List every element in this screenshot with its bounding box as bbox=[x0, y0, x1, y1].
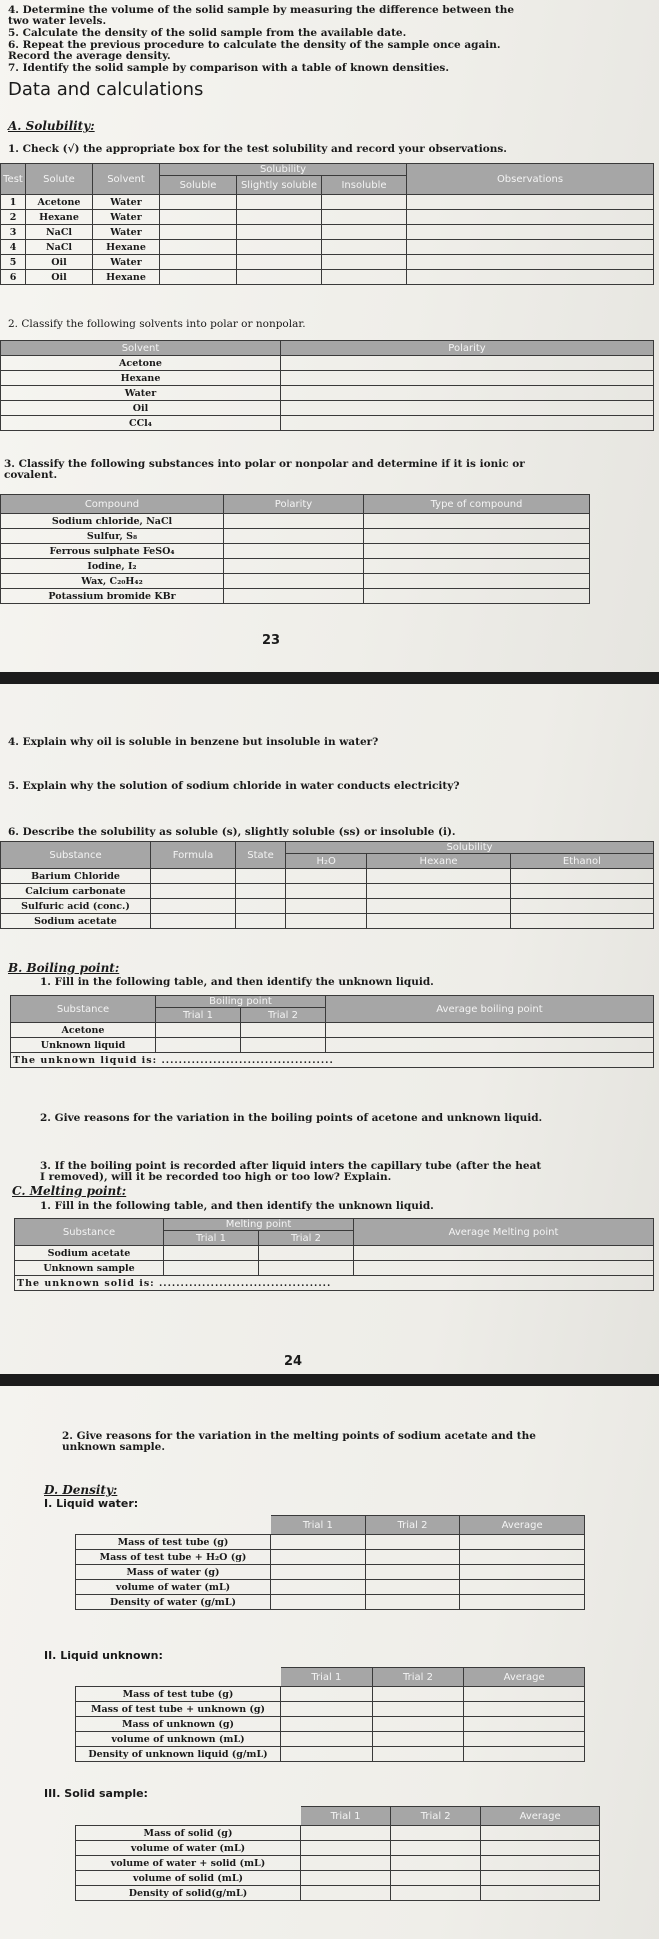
cell-slightly-check[interactable] bbox=[237, 240, 322, 255]
section-a-title: A. Solubility: bbox=[8, 119, 95, 133]
col-trial-1: Trial 1 bbox=[156, 1008, 241, 1023]
cell-trial-2[interactable] bbox=[372, 1702, 464, 1717]
table-row bbox=[11, 1038, 654, 1053]
cell-test: 6 bbox=[1, 270, 26, 285]
cell-average[interactable] bbox=[354, 1261, 654, 1276]
cell-average[interactable] bbox=[481, 1826, 600, 1841]
cell-formula[interactable] bbox=[151, 869, 236, 884]
cell-type[interactable] bbox=[364, 529, 590, 544]
table-row bbox=[76, 1580, 585, 1595]
col-test: Test bbox=[1, 164, 26, 195]
cell-soluble-check[interactable] bbox=[160, 255, 237, 270]
col-trial-1: Trial 1 bbox=[164, 1231, 259, 1246]
col-average: Average bbox=[460, 1516, 585, 1535]
col-substance: Substance bbox=[1, 842, 151, 869]
cell-polarity[interactable] bbox=[224, 589, 364, 604]
cell-quantity: Mass of test tube + H₂O (g) bbox=[76, 1550, 271, 1565]
cell-trial-1[interactable] bbox=[271, 1565, 366, 1580]
cell-average[interactable] bbox=[464, 1702, 585, 1717]
col-solute: Solute bbox=[26, 164, 93, 195]
cell-observation[interactable] bbox=[407, 270, 654, 285]
cell-test: 4 bbox=[1, 240, 26, 255]
cell-solvent: Hexane bbox=[1, 371, 281, 386]
cell-water[interactable] bbox=[286, 884, 367, 899]
cell-trial-2[interactable] bbox=[391, 1871, 481, 1886]
cell-compound: Wax, C₂₀H₄₂ bbox=[1, 574, 224, 589]
cell-polarity[interactable] bbox=[281, 386, 654, 401]
cell-polarity[interactable] bbox=[224, 559, 364, 574]
table-row bbox=[76, 1871, 600, 1886]
col-polarity: Polarity bbox=[281, 341, 654, 356]
page-23 bbox=[0, 0, 659, 672]
question-3: 3. Classify the following substances into polar or nonpolar and determine if it is ionic or bbox=[4, 458, 525, 470]
cell-solute: Hexane bbox=[26, 210, 93, 225]
table-row bbox=[76, 1535, 585, 1550]
cell-polarity[interactable] bbox=[224, 529, 364, 544]
cell-trial-2[interactable] bbox=[391, 1841, 481, 1856]
col-solubility: Solubility bbox=[286, 842, 654, 854]
solid-sample-title: III. Solid sample: bbox=[44, 1787, 148, 1800]
col-trial-2: Trial 2 bbox=[241, 1008, 326, 1023]
cell-quantity: volume of water (mL) bbox=[76, 1841, 301, 1856]
page-number: 23 bbox=[262, 633, 281, 648]
cell-trial-2[interactable] bbox=[391, 1886, 481, 1901]
question-b2: 2. Give reasons for the variation in the boiling points of acetone and unknown liquid. bbox=[40, 1112, 543, 1124]
cell-type[interactable] bbox=[364, 559, 590, 574]
col-slightly-soluble: Slightly soluble bbox=[237, 176, 322, 195]
question-1: 1. Check (√) the appropriate box for the test solubility and record your observations. bbox=[8, 143, 507, 155]
instruction-5: 5. Calculate the density of the solid sample from the available date. bbox=[8, 27, 407, 39]
cell-solvent: Water bbox=[93, 225, 160, 240]
cell-observation[interactable] bbox=[407, 210, 654, 225]
cell-slightly-check[interactable] bbox=[237, 270, 322, 285]
table-row bbox=[1, 884, 654, 899]
cell-substance: Sodium acetate bbox=[1, 914, 151, 929]
cell-polarity[interactable] bbox=[224, 574, 364, 589]
table-row bbox=[76, 1565, 585, 1580]
question-3-cont: covalent. bbox=[4, 469, 58, 481]
instruction-4: 4. Determine the volume of the solid sample by measuring the difference between the bbox=[8, 4, 515, 16]
cell-substance: Barium Chloride bbox=[1, 869, 151, 884]
cell-polarity[interactable] bbox=[281, 371, 654, 386]
cell-trial-1[interactable] bbox=[281, 1732, 373, 1747]
cell-hexane[interactable] bbox=[367, 884, 510, 899]
cell-trial-1[interactable] bbox=[164, 1261, 259, 1276]
cell-average[interactable] bbox=[460, 1595, 585, 1610]
col-trial-2: Trial 2 bbox=[391, 1807, 481, 1826]
cell-trial-2[interactable] bbox=[372, 1747, 464, 1762]
cell-trial-1[interactable] bbox=[164, 1246, 259, 1261]
solubility-table bbox=[0, 163, 654, 285]
col-trial-2: Trial 2 bbox=[365, 1516, 460, 1535]
section-b-title: B. Boiling point: bbox=[8, 961, 120, 975]
col-trial-1: Trial 1 bbox=[271, 1516, 366, 1535]
instruction-4-cont: two water levels. bbox=[8, 15, 107, 27]
table-row bbox=[1, 574, 590, 589]
cell-average[interactable] bbox=[481, 1841, 600, 1856]
cell-trial-1[interactable] bbox=[271, 1595, 366, 1610]
cell-hexane[interactable] bbox=[367, 869, 510, 884]
cell-compound: Potassium bromide KBr bbox=[1, 589, 224, 604]
cell-quantity: volume of solid (mL) bbox=[76, 1871, 301, 1886]
table-row bbox=[1, 356, 654, 371]
cell-trial-1[interactable] bbox=[301, 1886, 391, 1901]
col-ethanol: Ethanol bbox=[510, 854, 653, 869]
table-row bbox=[15, 1261, 654, 1276]
cell-quantity: Mass of water (g) bbox=[76, 1565, 271, 1580]
cell-ethanol[interactable] bbox=[510, 884, 653, 899]
cell-trial-2[interactable] bbox=[372, 1732, 464, 1747]
cell-solvent: Oil bbox=[1, 401, 281, 416]
cell-substance: Unknown sample bbox=[15, 1261, 164, 1276]
solubility-description-table bbox=[0, 841, 654, 929]
cell-slightly-check[interactable] bbox=[237, 255, 322, 270]
table-row bbox=[76, 1747, 585, 1762]
col-boiling-point: Boiling point bbox=[156, 996, 326, 1008]
cell-trial-2[interactable] bbox=[365, 1580, 460, 1595]
table-row bbox=[76, 1687, 585, 1702]
cell-substance: Acetone bbox=[11, 1023, 156, 1038]
col-substance: Substance bbox=[15, 1219, 164, 1246]
cell-insoluble-check[interactable] bbox=[322, 210, 407, 225]
cell-quantity: Density of water (g/mL) bbox=[76, 1595, 271, 1610]
cell-ethanol[interactable] bbox=[510, 869, 653, 884]
cell-quantity: volume of unknown (mL) bbox=[76, 1732, 281, 1747]
col-insoluble: Insoluble bbox=[322, 176, 407, 195]
cell-compound: Ferrous sulphate FeSO₄ bbox=[1, 544, 224, 559]
cell-state[interactable] bbox=[236, 914, 286, 929]
cell-water[interactable] bbox=[286, 899, 367, 914]
cell-solute: Oil bbox=[26, 255, 93, 270]
cell-hexane[interactable] bbox=[367, 914, 510, 929]
cell-solvent: Water bbox=[93, 195, 160, 210]
solid-sample-table bbox=[75, 1806, 600, 1901]
table-row bbox=[76, 1826, 600, 1841]
liquid-unknown-title: II. Liquid unknown: bbox=[44, 1649, 163, 1662]
section-c-title: C. Melting point: bbox=[12, 1184, 127, 1198]
cell-quantity: Mass of test tube + unknown (g) bbox=[76, 1702, 281, 1717]
cell-quantity: Mass of test tube (g) bbox=[76, 1687, 281, 1702]
table-row bbox=[11, 1053, 654, 1068]
table-row bbox=[1, 899, 654, 914]
instruction-7: 7. Identify the solid sample by comparison with a table of known densities. bbox=[8, 62, 449, 74]
cell-trial-2[interactable] bbox=[259, 1246, 354, 1261]
cell-trial-1[interactable] bbox=[301, 1841, 391, 1856]
cell-trial-1[interactable] bbox=[156, 1023, 241, 1038]
section-d-title: D. Density: bbox=[44, 1483, 118, 1497]
cell-trial-1[interactable] bbox=[281, 1702, 373, 1717]
cell-trial-2[interactable] bbox=[241, 1038, 326, 1053]
cell-trial-2[interactable] bbox=[365, 1565, 460, 1580]
cell-type[interactable] bbox=[364, 514, 590, 529]
cell-type[interactable] bbox=[364, 574, 590, 589]
cell-average[interactable] bbox=[354, 1246, 654, 1261]
cell-trial-1[interactable] bbox=[271, 1580, 366, 1595]
col-trial-2: Trial 2 bbox=[372, 1668, 464, 1687]
cell-solute: Acetone bbox=[26, 195, 93, 210]
cell-observation[interactable] bbox=[407, 225, 654, 240]
table-row bbox=[1, 589, 590, 604]
cell-state[interactable] bbox=[236, 899, 286, 914]
cell-hexane[interactable] bbox=[367, 899, 510, 914]
cell-state[interactable] bbox=[236, 869, 286, 884]
cell-average[interactable] bbox=[460, 1535, 585, 1550]
cell-average[interactable] bbox=[326, 1023, 654, 1038]
section-heading: Data and calculations bbox=[8, 79, 204, 100]
cell-soluble-check[interactable] bbox=[160, 195, 237, 210]
cell-soluble-check[interactable] bbox=[160, 210, 237, 225]
col-average-mp: Average Melting point bbox=[354, 1219, 654, 1246]
cell-trial-2[interactable] bbox=[365, 1595, 460, 1610]
cell-formula[interactable] bbox=[151, 899, 236, 914]
cell-slightly-check[interactable] bbox=[237, 225, 322, 240]
cell-average[interactable] bbox=[481, 1871, 600, 1886]
col-melting-point: Melting point bbox=[164, 1219, 354, 1231]
liquid-water-title: I. Liquid water: bbox=[44, 1497, 139, 1510]
table-row bbox=[1, 416, 654, 431]
cell-quantity: volume of water (mL) bbox=[76, 1580, 271, 1595]
table-row bbox=[76, 1841, 600, 1856]
col-trial-1: Trial 1 bbox=[301, 1807, 391, 1826]
cell-solute: Oil bbox=[26, 270, 93, 285]
melting-point-table bbox=[14, 1218, 654, 1291]
cell-water[interactable] bbox=[286, 869, 367, 884]
cell-average[interactable] bbox=[460, 1550, 585, 1565]
table-row bbox=[76, 1702, 585, 1717]
question-b3-cont: I removed), will it be recorded too high or too low? Explain. bbox=[40, 1171, 392, 1183]
table-row bbox=[1, 514, 590, 529]
cell-average[interactable] bbox=[464, 1687, 585, 1702]
cell-trial-1[interactable] bbox=[281, 1747, 373, 1762]
col-solubility: Solubility bbox=[160, 164, 407, 176]
cell-average[interactable] bbox=[464, 1732, 585, 1747]
boiling-point-table bbox=[10, 995, 654, 1068]
cell-trial-2[interactable] bbox=[365, 1535, 460, 1550]
question-c2: 2. Give reasons for the variation in the melting points of sodium acetate and the bbox=[62, 1430, 536, 1442]
cell-insoluble-check[interactable] bbox=[322, 240, 407, 255]
cell-average[interactable] bbox=[464, 1717, 585, 1732]
cell-trial-2[interactable] bbox=[372, 1717, 464, 1732]
cell-solute: NaCl bbox=[26, 240, 93, 255]
cell-formula[interactable] bbox=[151, 884, 236, 899]
cell-quantity: Mass of test tube (g) bbox=[76, 1535, 271, 1550]
cell-water[interactable] bbox=[286, 914, 367, 929]
cell-test: 5 bbox=[1, 255, 26, 270]
col-trial-1: Trial 1 bbox=[281, 1668, 373, 1687]
col-compound: Compound bbox=[1, 495, 224, 514]
cell-quantity: Mass of solid (g) bbox=[76, 1826, 301, 1841]
unknown-solid-answer[interactable]: The unknown solid is: ........................................ bbox=[15, 1276, 654, 1291]
cell-average[interactable] bbox=[326, 1038, 654, 1053]
question-c1: 1. Fill in the following table, and then identify the unknown liquid. bbox=[40, 1200, 434, 1212]
col-substance: Substance bbox=[11, 996, 156, 1023]
table-row bbox=[76, 1550, 585, 1565]
cell-solvent: Water bbox=[93, 255, 160, 270]
table-row bbox=[76, 1732, 585, 1747]
table-row bbox=[1, 371, 654, 386]
cell-quantity: volume of water + solid (mL) bbox=[76, 1856, 301, 1871]
cell-observation[interactable] bbox=[407, 240, 654, 255]
table-row bbox=[1, 255, 654, 270]
cell-slightly-check[interactable] bbox=[237, 210, 322, 225]
cell-solvent: Acetone bbox=[1, 356, 281, 371]
cell-trial-1[interactable] bbox=[301, 1826, 391, 1841]
cell-trial-2[interactable] bbox=[365, 1550, 460, 1565]
cell-type[interactable] bbox=[364, 544, 590, 559]
cell-test: 3 bbox=[1, 225, 26, 240]
question-5: 5. Explain why the solution of sodium chloride in water conducts electricity? bbox=[8, 780, 460, 792]
cell-substance: Unknown liquid bbox=[11, 1038, 156, 1053]
question-b3: 3. If the boiling point is recorded after liquid inters the capillary tube (after the heat bbox=[40, 1160, 542, 1172]
cell-compound: Iodine, I₂ bbox=[1, 559, 224, 574]
cell-average[interactable] bbox=[460, 1580, 585, 1595]
cell-average[interactable] bbox=[481, 1886, 600, 1901]
table-row bbox=[1, 386, 654, 401]
cell-trial-1[interactable] bbox=[301, 1871, 391, 1886]
unknown-liquid-answer[interactable]: The unknown liquid is: ........................................ bbox=[11, 1053, 654, 1068]
table-row bbox=[1, 270, 654, 285]
cell-substance: Calcium carbonate bbox=[1, 884, 151, 899]
col-formula: Formula bbox=[151, 842, 236, 869]
cell-insoluble-check[interactable] bbox=[322, 195, 407, 210]
table-row bbox=[1, 195, 654, 210]
cell-substance: Sodium acetate bbox=[15, 1246, 164, 1261]
cell-ethanol[interactable] bbox=[510, 914, 653, 929]
question-b1: 1. Fill in the following table, and then identify the unknown liquid. bbox=[40, 976, 434, 988]
cell-type[interactable] bbox=[364, 589, 590, 604]
cell-quantity: Density of solid(g/mL) bbox=[76, 1886, 301, 1901]
table-row bbox=[15, 1276, 654, 1291]
cell-soluble-check[interactable] bbox=[160, 270, 237, 285]
polarity-table bbox=[0, 340, 654, 431]
col-trial-2: Trial 2 bbox=[259, 1231, 354, 1246]
cell-solute: NaCl bbox=[26, 225, 93, 240]
cell-quantity: Mass of unknown (g) bbox=[76, 1717, 281, 1732]
cell-insoluble-check[interactable] bbox=[322, 255, 407, 270]
page-25 bbox=[0, 1386, 659, 1939]
cell-compound: Sulfur, S₈ bbox=[1, 529, 224, 544]
col-polarity: Polarity bbox=[224, 495, 364, 514]
cell-average[interactable] bbox=[460, 1565, 585, 1580]
cell-trial-2[interactable] bbox=[391, 1826, 481, 1841]
question-2: 2. Classify the following solvents into polar or nonpolar. bbox=[8, 318, 306, 330]
question-6: 6. Describe the solubility as soluble (s), slightly soluble (ss) or insoluble (i). bbox=[8, 826, 456, 838]
col-water: H₂O bbox=[286, 854, 367, 869]
cell-slightly-check[interactable] bbox=[237, 195, 322, 210]
cell-solvent: Hexane bbox=[93, 270, 160, 285]
cell-observation[interactable] bbox=[407, 195, 654, 210]
table-row bbox=[76, 1886, 600, 1901]
cell-polarity[interactable] bbox=[224, 544, 364, 559]
liquid-unknown-table bbox=[75, 1667, 585, 1762]
cell-trial-1[interactable] bbox=[301, 1856, 391, 1871]
cell-polarity[interactable] bbox=[224, 514, 364, 529]
table-row bbox=[1, 210, 654, 225]
col-solvent: Solvent bbox=[1, 341, 281, 356]
col-soluble: Soluble bbox=[160, 176, 237, 195]
cell-soluble-check[interactable] bbox=[160, 225, 237, 240]
compound-table bbox=[0, 494, 590, 604]
cell-test: 2 bbox=[1, 210, 26, 225]
cell-solvent: Water bbox=[1, 386, 281, 401]
col-hexane: Hexane bbox=[367, 854, 510, 869]
cell-insoluble-check[interactable] bbox=[322, 270, 407, 285]
cell-solvent: Hexane bbox=[93, 240, 160, 255]
table-row bbox=[1, 240, 654, 255]
col-state: State bbox=[236, 842, 286, 869]
cell-solvent: Water bbox=[93, 210, 160, 225]
table-row bbox=[1, 869, 654, 884]
table-row bbox=[1, 914, 654, 929]
table-row bbox=[1, 225, 654, 240]
instruction-6: 6. Repeat the previous procedure to calculate the density of the sample once again. bbox=[8, 39, 501, 51]
cell-substance: Sulfuric acid (conc.) bbox=[1, 899, 151, 914]
cell-observation[interactable] bbox=[407, 255, 654, 270]
cell-trial-2[interactable] bbox=[259, 1261, 354, 1276]
cell-polarity[interactable] bbox=[281, 356, 654, 371]
col-type: Type of compound bbox=[364, 495, 590, 514]
liquid-water-table bbox=[75, 1515, 585, 1610]
table-row bbox=[1, 544, 590, 559]
table-row bbox=[76, 1856, 600, 1871]
table-row bbox=[76, 1717, 585, 1732]
cell-average[interactable] bbox=[464, 1747, 585, 1762]
cell-polarity[interactable] bbox=[281, 401, 654, 416]
col-observations: Observations bbox=[407, 164, 654, 195]
page-number: 24 bbox=[284, 1354, 303, 1369]
cell-trial-1[interactable] bbox=[281, 1687, 373, 1702]
col-average-bp: Average boiling point bbox=[326, 996, 654, 1023]
table-row bbox=[1, 529, 590, 544]
cell-ethanol[interactable] bbox=[510, 899, 653, 914]
cell-quantity: Density of unknown liquid (g/mL) bbox=[76, 1747, 281, 1762]
cell-trial-2[interactable] bbox=[391, 1856, 481, 1871]
table-row bbox=[1, 401, 654, 416]
cell-trial-2[interactable] bbox=[372, 1687, 464, 1702]
table-row bbox=[15, 1246, 654, 1261]
table-row bbox=[76, 1595, 585, 1610]
col-solvent: Solvent bbox=[93, 164, 160, 195]
cell-trial-1[interactable] bbox=[156, 1038, 241, 1053]
cell-insoluble-check[interactable] bbox=[322, 225, 407, 240]
table-row bbox=[1, 559, 590, 574]
cell-trial-1[interactable] bbox=[281, 1717, 373, 1732]
col-average: Average bbox=[481, 1807, 600, 1826]
instruction-6-cont: Record the average density. bbox=[8, 50, 171, 62]
cell-polarity[interactable] bbox=[281, 416, 654, 431]
cell-trial-1[interactable] bbox=[271, 1535, 366, 1550]
cell-soluble-check[interactable] bbox=[160, 240, 237, 255]
cell-solvent: CCl₄ bbox=[1, 416, 281, 431]
cell-test: 1 bbox=[1, 195, 26, 210]
question-c2-cont: unknown sample. bbox=[62, 1441, 166, 1453]
cell-average[interactable] bbox=[481, 1856, 600, 1871]
cell-trial-2[interactable] bbox=[241, 1023, 326, 1038]
cell-compound: Sodium chloride, NaCl bbox=[1, 514, 224, 529]
question-4: 4. Explain why oil is soluble in benzene but insoluble in water? bbox=[8, 736, 379, 748]
cell-trial-1[interactable] bbox=[271, 1550, 366, 1565]
table-row bbox=[11, 1023, 654, 1038]
page-24 bbox=[0, 684, 659, 1374]
cell-formula[interactable] bbox=[151, 914, 236, 929]
col-average: Average bbox=[464, 1668, 585, 1687]
cell-state[interactable] bbox=[236, 884, 286, 899]
